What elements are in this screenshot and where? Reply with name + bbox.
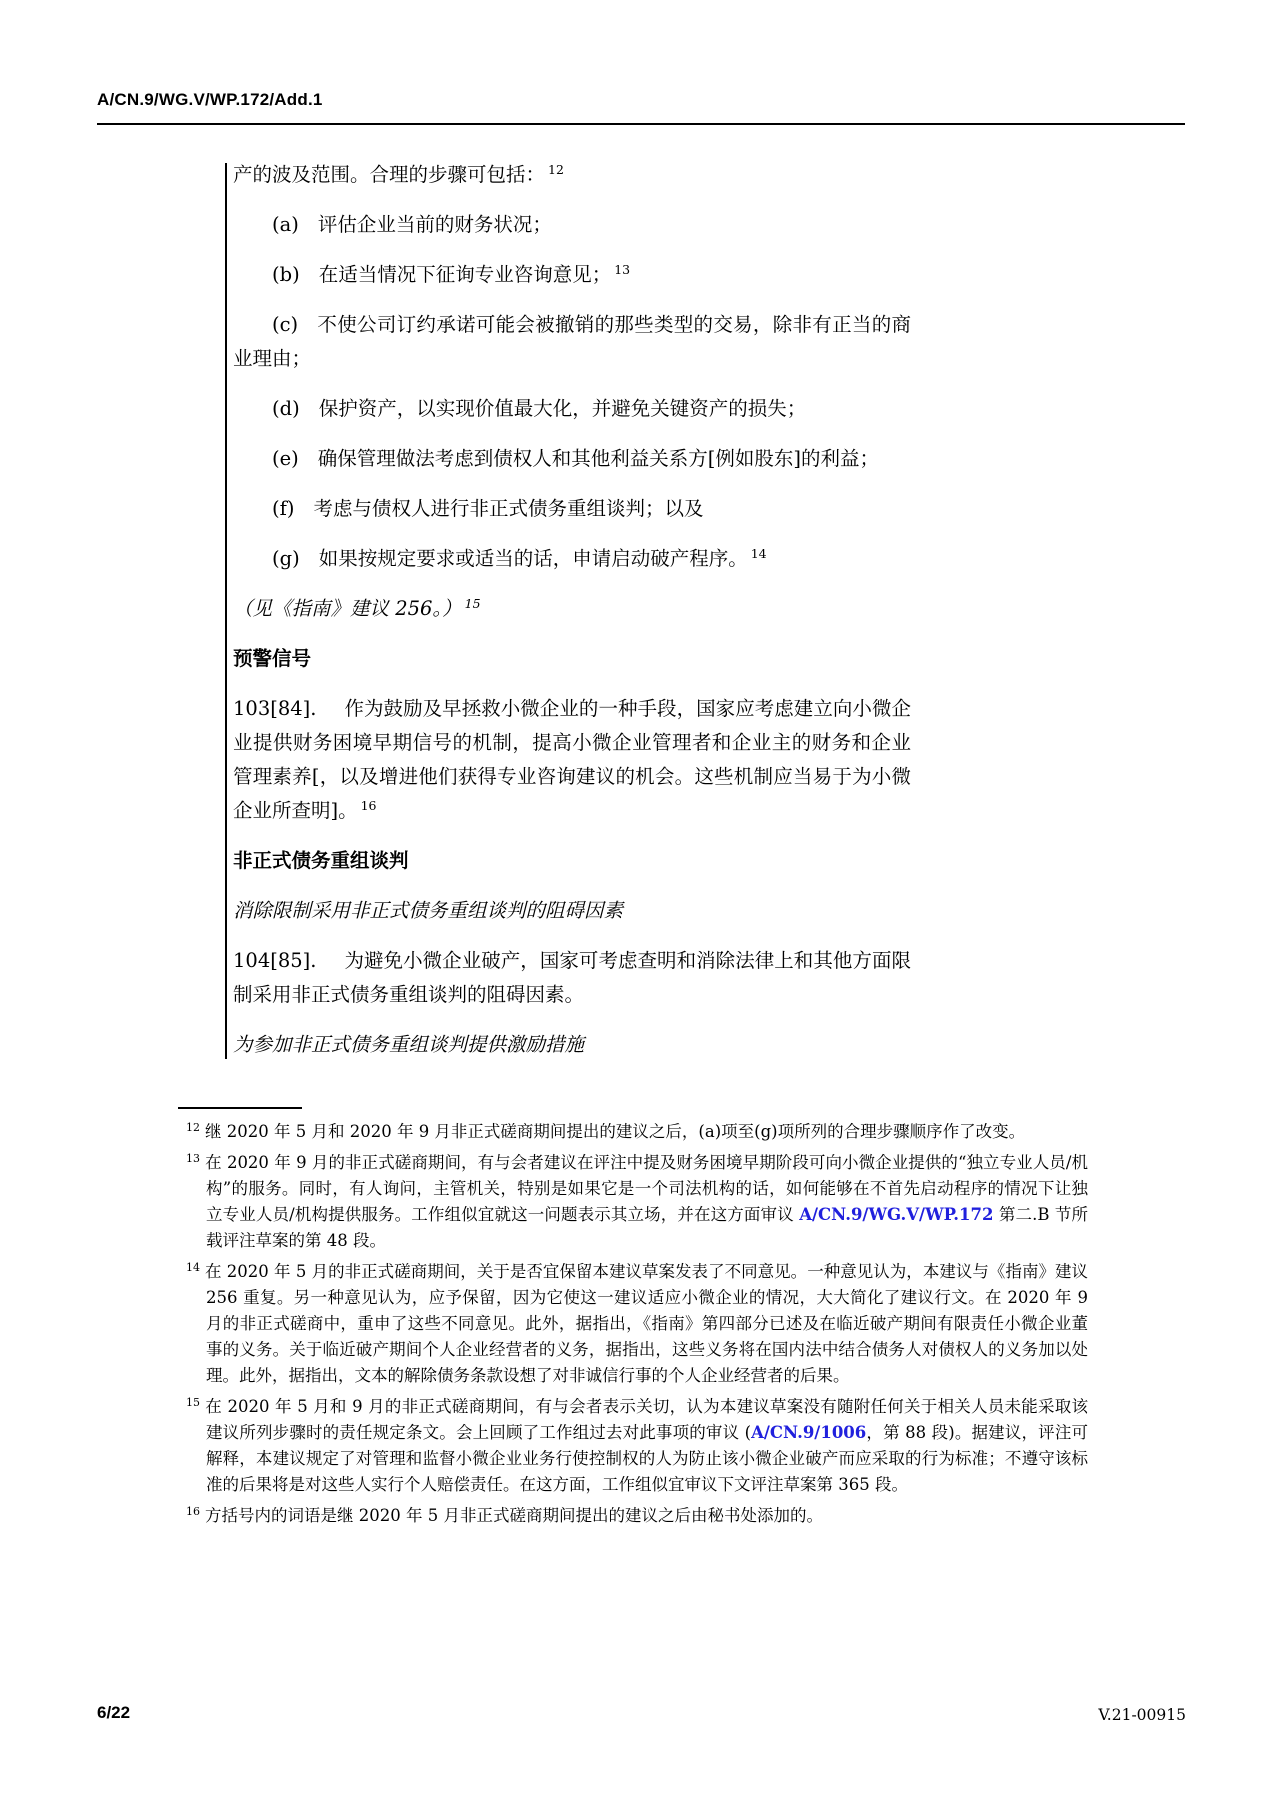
link-wp172[interactable]: A/CN.9/WG.V/WP.172 [799,1205,994,1224]
footnote-text: 在 2020 年 9 月的非正式磋商期间，有与会者建议在评注中提及财务困境早期阶段可向小微企业提供的“独立专业人员/机构”的服务。同时，有人询问，主管机关，特别是如果它是一个司法机构的话，如何能够在不首先启动程序的情况下让独立专业人员/机构提供服务。工作组似宜就这一问题表示其立场，并在这方面审议 [205,1153,1088,1224]
footnote-number: 12 [186,1120,200,1134]
footnote-ref-13: 13 [614,261,631,277]
intro-paragraph [233,158,911,192]
list-item-label: (g) [272,547,300,570]
list-item-a [233,208,911,242]
list-item-c [233,308,911,376]
footnote-number: 15 [186,1395,200,1409]
document-job-number: V.21-00915 [1098,1706,1186,1724]
list-item-text: 确保管理做法考虑到债权人和其他利益关系方[例如股东]的利益； [317,447,879,470]
list-item-g [233,542,911,576]
list-item-label: (c) [272,313,299,336]
footnote-number: 13 [186,1151,200,1165]
list-item-e [233,442,911,476]
paragraph-103 [233,692,911,828]
list-item-text: 考虑与债权人进行非正式债务重组谈判；以及 [313,497,704,520]
list-item-f [233,492,911,526]
change-indicator-bar [225,163,227,1059]
list-item-text: 不使公司订约承诺可能会被撤销的那些类型的交易，除非有正当的商业理由； [233,313,911,370]
subheading-removing-obstacles: 消除限制采用非正式债务重组谈判的阻碍因素 [233,899,624,922]
paragraph-number: 104[85]. [233,949,317,972]
footnote-ref-16: 16 [360,797,377,813]
list-item-b [233,258,911,292]
paragraph-104 [233,944,911,1012]
page-number: 6/22 [97,1703,131,1722]
list-item-text: 评估企业当前的财务状况； [317,213,552,236]
footnote-text: 在 2020 年 5 月和 9 月的非正式磋商期间，有与会者表示关切，认为本建议草案没有随附任何关于相关人员未能采取该建议所列步骤时的责任规定条文。会上回顾了工作组过去对此事项的审议 ( [205,1397,1088,1442]
list-item-label: (d) [272,397,300,420]
footnote-ref-14: 14 [750,545,767,561]
document-body [233,158,911,1062]
doc-symbol: A/CN.9/WG.V/WP.172/Add.1 [97,90,323,109]
footnote-16 [186,1503,1088,1529]
footnote-14 [186,1259,1088,1389]
footnote-text: ，第 88 段)。据建议，评注可解释，本建议规定了对管理和监督小微企业业务行使控制权的人为防止该小微企业破产而应采取的行为标准；不遵守该标准的后果将是对这些人实行个人赔偿责任。在这方面，工作组似宜审议下文评注草案第 365 段。 [206,1423,1088,1494]
guide-reference [233,592,911,626]
footnote-ref-15: 15 [464,595,481,611]
list-item-label: (a) [272,213,299,236]
section-heading-early-warning: 预警信号 [233,647,312,670]
footnote-13 [186,1150,1088,1254]
footnote-ref-12: 12 [548,161,564,177]
footnote-separator [178,1107,302,1109]
list-item-text: 在适当情况下征询专业咨询意见； [318,263,612,286]
footnote-number: 16 [186,1504,200,1518]
footnote-text: 继 2020 年 5 月和 2020 年 9 月非正式磋商期间提出的建议之后，(a)项至(g)项所列的合理步骤顺序作了改变。 [205,1122,1026,1141]
footnote-number: 14 [186,1260,200,1274]
list-item-text: 保护资产，以实现价值最大化，并避免关键资产的损失； [318,397,807,420]
footnote-text: 方括号内的词语是继 2020 年 5 月非正式磋商期间提出的建议之后由秘书处添加的。 [205,1506,823,1525]
footnote-15 [186,1394,1088,1498]
list-item-label: (e) [272,447,299,470]
footnote-text: 第二.B 节所载评注草案的第 48 段。 [206,1205,1088,1250]
paragraph-text: 为避免小微企业破产，国家可考虑查明和消除法律上和其他方面限制采用非正式债务重组谈判的阻碍因素。 [233,949,911,1006]
link-cn9-1006[interactable]: A/CN.9/1006 [751,1423,867,1442]
section-heading-informal-negotiations: 非正式债务重组谈判 [233,849,409,872]
paragraph-text: 作为鼓励及早拯救小微企业的一种手段，国家应考虑建立向小微企业提供财务困境早期信号的机制，提高小微企业管理者和企业主的财务和企业管理素养[，以及增进他们获得专业咨询建议的机会。这些机制应当易于为小微企业所查明]。 [233,697,911,822]
paragraph-number: 103[84]. [233,697,317,720]
footnote-12 [186,1119,1088,1145]
list-item-label: (f) [272,497,295,520]
subheading-incentives: 为参加非正式债务重组谈判提供激励措施 [233,1033,585,1056]
header-rule [97,123,1185,125]
list-item-text: 如果按规定要求或适当的话，申请启动破产程序。 [318,547,748,570]
list-item-label: (b) [272,263,300,286]
footnote-text: 在 2020 年 5 月的非正式磋商期间，关于是否宜保留本建议草案发表了不同意见。一种意见认为，本建议与《指南》建议 256 重复。另一种意见认为，应予保留，因为它使这一建议适应小微企业的情况，大大简化了建议行文。在 2020 年 9 月的非正式磋商中，重申了这些不同意见。此外，据指出，《指南》第四部分已述及在临近破产期间有限责任小微企业董事的义务。关于临近破产期间个人企业经营者的义务，据指出，这些义务将在国内法中结合债务人对债权人的义务加以处理。此外，据指出，文本的解除债务条款设想了对非诚信行事的个人企业经营者的后果。 [205,1262,1088,1385]
intro-text: 产的波及范围。合理的步骤可包括： [233,163,546,186]
list-item-d [233,392,911,426]
guide-reference-text: （见《指南》建议 256。） [233,597,462,620]
footnotes [186,1119,1088,1534]
